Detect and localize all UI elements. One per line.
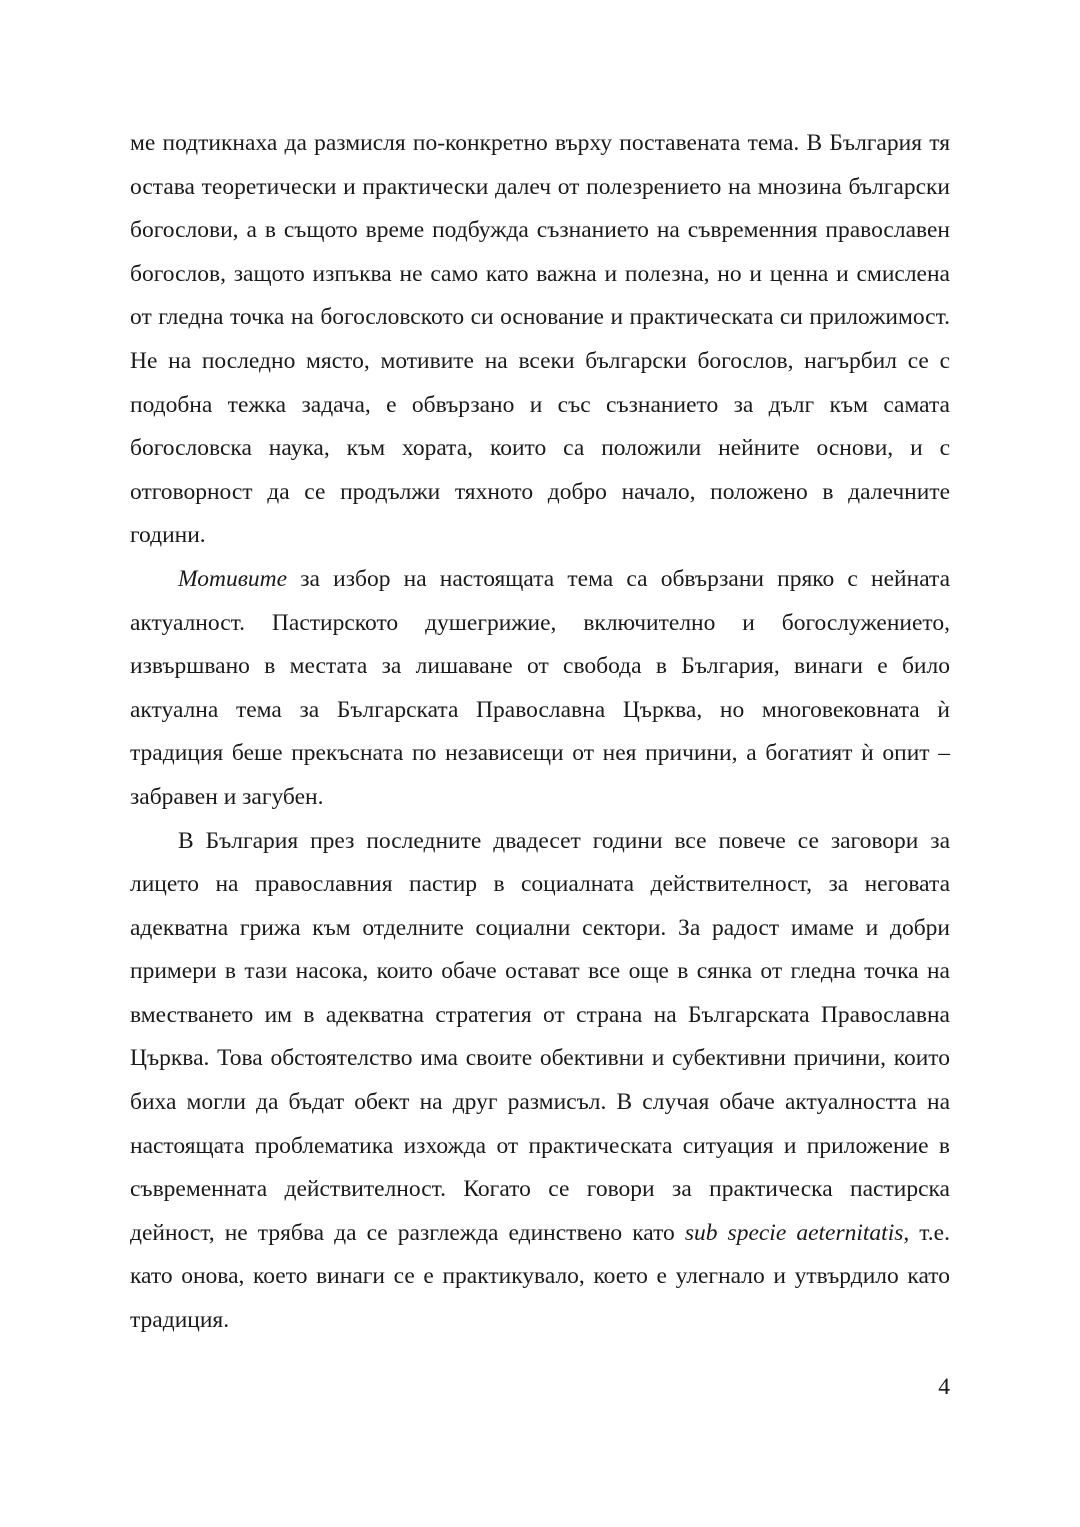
- paragraph-3-text-before: В България през последните двадесет години все повече се заговори за лицето на православния пастир в социалната действителност, за неговата адекватна грижа към отделните социални сектори. За радост имаме и добри примери в тази насока, които обаче остават все още в сянка от гледна точка на вместването им в адекватна стратегия от страна на Българската Православна Църква. Това обстоятелство има своите обективни и субективни причини, които биха могли да бъдат обект на друг размисъл. В случая обаче актуалността на настоящата проблематика изхожда от практическата ситуация и приложение в съвременната действителност. Когато се говори за практическа пастирска дейност, не трябва да се разглежда единствено като: [130, 827, 950, 1246]
- paragraph-2-italic-lead: Мотивите: [178, 565, 288, 592]
- paragraph-1: [130, 122, 950, 558]
- paragraph-3-latin-phrase: sub specie aeternitatis: [684, 1219, 904, 1246]
- paragraph-3-text-after: , т.е. като онова, което винаги се е практикувало, което е улегнало и утвърдило като традиция.: [130, 1219, 950, 1334]
- paragraph-2-text: за избор на настоящата тема са обвързани пряко с нейната актуалност. Пастирското душегрижие, включително и богослужението, извършвано в местата за лишаване от свобода в България, винаги е било актуална тема за Българската Православна Църква, но многовековната ѝ традиция беше прекъсната по независещи от нея причини, а богатият ѝ опит – забравен и загубен.: [130, 565, 950, 810]
- page-number: 4: [938, 1374, 950, 1400]
- paragraph-3: [130, 820, 950, 1343]
- paragraph-2: [130, 558, 950, 820]
- paragraph-1-text: ме подтикнаха да размисля по-конкретно върху поставената тема. В България тя остава теоретически и практически далеч от полезрението на мнозина български богослови, а в същото време подбужда съзнанието на съвременния православен богослов, защото изпъква не само като важна и полезна, но и ценна и смислена от гледна точка на богословското си основание и практическата си приложимост. Не на последно място, мотивите на всеки български богослов, нагърбил се с подобна тежка задача, е обвързано и със съзнанието за дълг към самата богословска наука, към хората, които са положили нейните основи, и с отговорност да се продължи тяхното добро начало, положено в далечните години.: [130, 130, 950, 549]
- body-text: [130, 122, 950, 1343]
